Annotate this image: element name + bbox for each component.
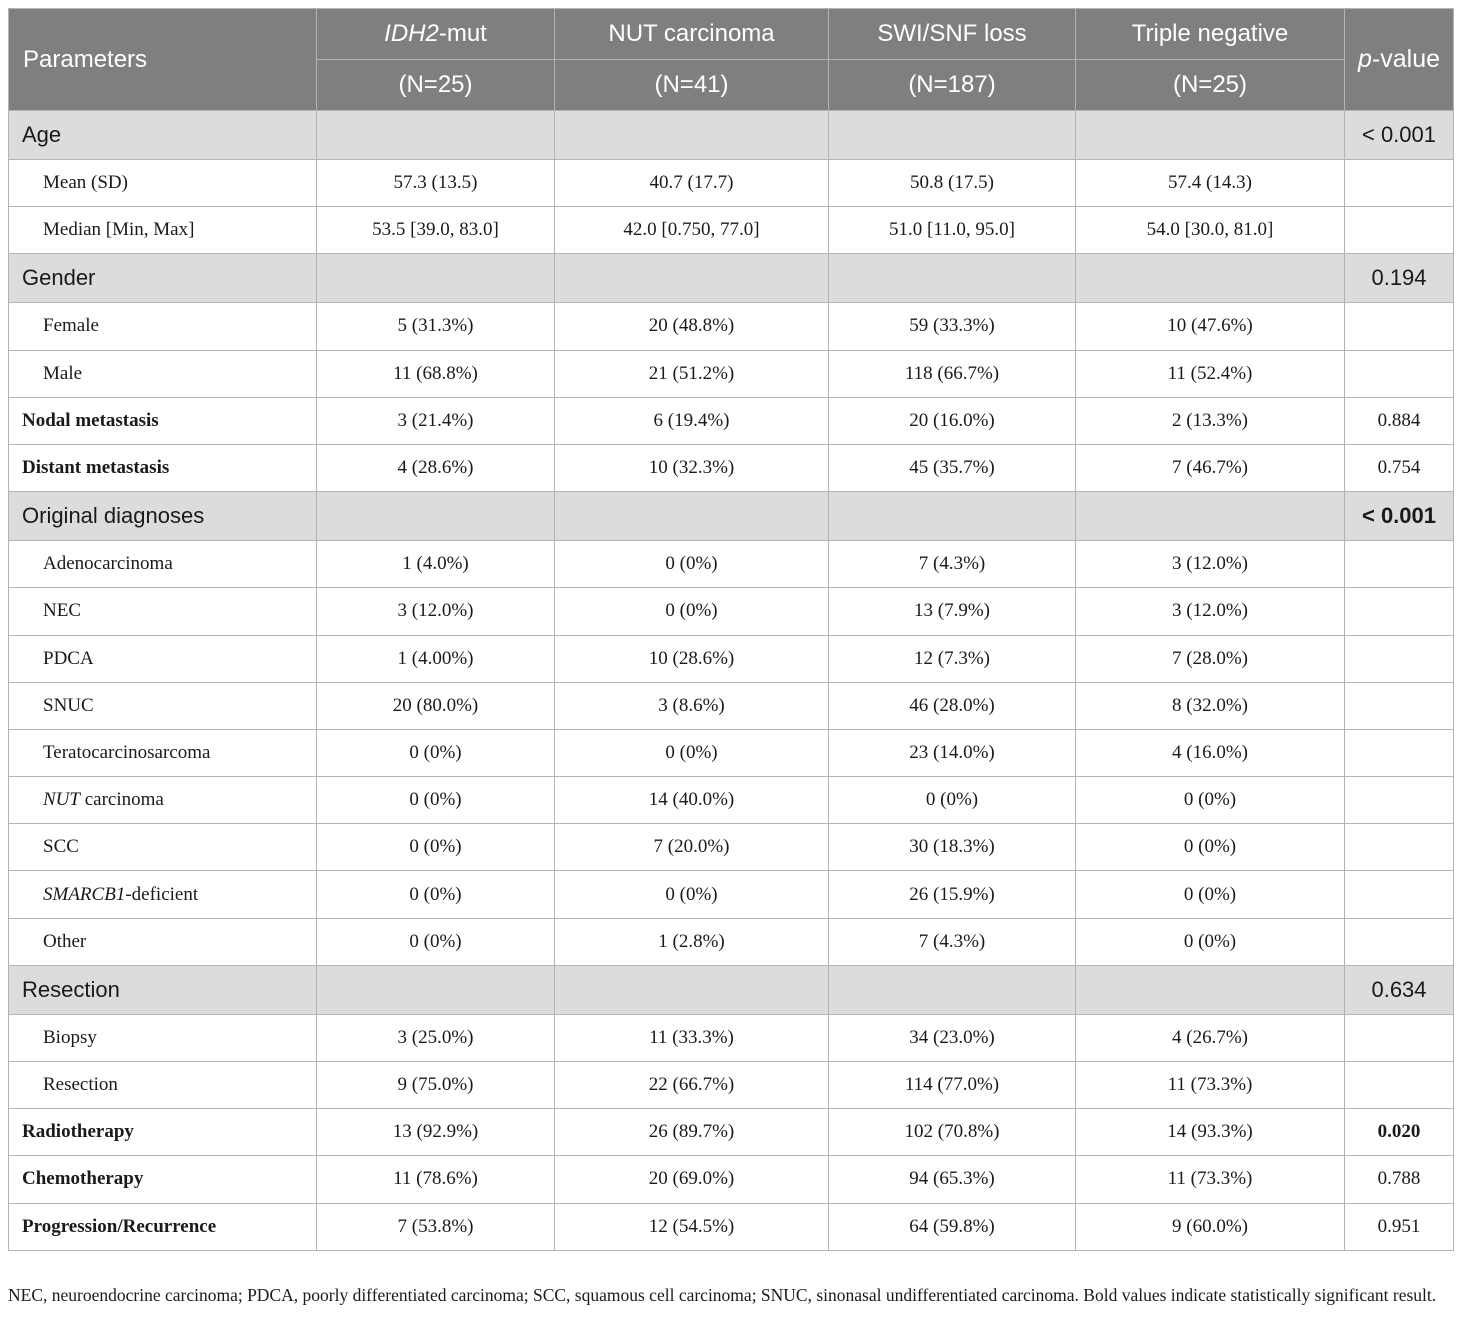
cell: 21 (51.2%) — [555, 350, 829, 397]
cell: 10 (32.3%) — [555, 444, 829, 491]
cell: 50.8 (17.5) — [829, 160, 1076, 207]
cell: 11 (52.4%) — [1076, 350, 1345, 397]
cell: 53.5 [39.0, 83.0] — [317, 207, 555, 254]
row-label: SMARCB1-deficient — [9, 871, 317, 918]
cell: 10 (47.6%) — [1076, 303, 1345, 350]
cell: 54.0 [30.0, 81.0] — [1076, 207, 1345, 254]
section-row-diagnoses — [9, 492, 1454, 541]
row-label: Adenocarcinoma — [9, 541, 317, 588]
section-row-resection — [9, 965, 1454, 1014]
cell: 102 (70.8%) — [829, 1109, 1076, 1156]
table-row — [9, 918, 1454, 965]
row-label: Nodal metastasis — [9, 397, 317, 444]
cell: 11 (68.8%) — [317, 350, 555, 397]
table-row — [9, 397, 1454, 444]
header-group-nut: NUT carcinoma — [555, 9, 829, 60]
header-n-nut: (N=41) — [555, 60, 829, 111]
row-label: NUT carcinoma — [9, 777, 317, 824]
table-row — [9, 1062, 1454, 1109]
table-row — [9, 871, 1454, 918]
cell: 0 (0%) — [829, 777, 1076, 824]
row-label: Distant metastasis — [9, 444, 317, 491]
cell: 0 (0%) — [317, 871, 555, 918]
row-label: Mean (SD) — [9, 160, 317, 207]
cell: 10 (28.6%) — [555, 635, 829, 682]
table-row — [9, 207, 1454, 254]
cell: 45 (35.7%) — [829, 444, 1076, 491]
cell: 0 (0%) — [555, 541, 829, 588]
table-row — [9, 1014, 1454, 1061]
cell: 14 (93.3%) — [1076, 1109, 1345, 1156]
table-row — [9, 303, 1454, 350]
cell: 8 (32.0%) — [1076, 682, 1345, 729]
row-label: Other — [9, 918, 317, 965]
header-group-triple: Triple negative — [1076, 9, 1345, 60]
row-label: NEC — [9, 588, 317, 635]
p-value-cell: 0.884 — [1345, 397, 1454, 444]
cell: 9 (60.0%) — [1076, 1203, 1345, 1250]
header-p-value: p-value — [1345, 9, 1454, 111]
table-row — [9, 1203, 1454, 1250]
header-n-swisnf: (N=187) — [829, 60, 1076, 111]
cell: 64 (59.8%) — [829, 1203, 1076, 1250]
cell: 3 (12.0%) — [317, 588, 555, 635]
cell: 0 (0%) — [317, 777, 555, 824]
cell: 6 (19.4%) — [555, 397, 829, 444]
cell: 59 (33.3%) — [829, 303, 1076, 350]
cell: 0 (0%) — [1076, 918, 1345, 965]
header-group-idh2: IDH2-mut — [317, 9, 555, 60]
cell: 20 (80.0%) — [317, 682, 555, 729]
row-label: Female — [9, 303, 317, 350]
cell: 0 (0%) — [317, 729, 555, 776]
cell: 1 (4.0%) — [317, 541, 555, 588]
row-label: Gender — [9, 254, 317, 303]
table-row — [9, 1156, 1454, 1203]
cell: 40.7 (17.7) — [555, 160, 829, 207]
p-value-cell: 0.020 — [1345, 1109, 1454, 1156]
cell: 0 (0%) — [555, 729, 829, 776]
p-value-cell: 0.194 — [1345, 254, 1454, 303]
cell: 11 (73.3%) — [1076, 1062, 1345, 1109]
row-label: Progression/Recurrence — [9, 1203, 317, 1250]
cell: 0 (0%) — [317, 824, 555, 871]
cell: 0 (0%) — [1076, 824, 1345, 871]
cell: 11 (78.6%) — [317, 1156, 555, 1203]
row-label: Chemotherapy — [9, 1156, 317, 1203]
row-label: SCC — [9, 824, 317, 871]
row-label: Biopsy — [9, 1014, 317, 1061]
cell: 13 (7.9%) — [829, 588, 1076, 635]
characteristics-table — [8, 8, 1454, 1251]
cell: 3 (8.6%) — [555, 682, 829, 729]
cell: 9 (75.0%) — [317, 1062, 555, 1109]
table-row — [9, 824, 1454, 871]
cell: 12 (7.3%) — [829, 635, 1076, 682]
table-row — [9, 444, 1454, 491]
cell: 51.0 [11.0, 95.0] — [829, 207, 1076, 254]
table-row — [9, 1109, 1454, 1156]
cell: 5 (31.3%) — [317, 303, 555, 350]
cell: 1 (4.00%) — [317, 635, 555, 682]
cell: 118 (66.7%) — [829, 350, 1076, 397]
table-row — [9, 729, 1454, 776]
header-parameters: Parameters — [9, 9, 317, 111]
row-label: Resection — [9, 1062, 317, 1109]
cell: 0 (0%) — [555, 871, 829, 918]
cell: 57.3 (13.5) — [317, 160, 555, 207]
cell: 2 (13.3%) — [1076, 397, 1345, 444]
cell: 20 (16.0%) — [829, 397, 1076, 444]
row-label: Radiotherapy — [9, 1109, 317, 1156]
cell: 0 (0%) — [317, 918, 555, 965]
cell: 0 (0%) — [1076, 871, 1345, 918]
cell: 7 (4.3%) — [829, 918, 1076, 965]
cell: 12 (54.5%) — [555, 1203, 829, 1250]
p-value-cell: 0.951 — [1345, 1203, 1454, 1250]
cell: 0 (0%) — [1076, 777, 1345, 824]
table-row — [9, 682, 1454, 729]
p-value-cell: < 0.001 — [1345, 111, 1454, 160]
cell: 46 (28.0%) — [829, 682, 1076, 729]
table-header — [9, 9, 1454, 111]
table-footnote: NEC, neuroendocrine carcinoma; PDCA, poorly differentiated carcinoma; SCC, squamous cell carcinoma; SNUC, sinonasal undifferentiated carcinoma. Bold values indicate statistically significant result. — [8, 1285, 1437, 1305]
header-n-idh2: (N=25) — [317, 60, 555, 111]
p-value-cell: 0.634 — [1345, 965, 1454, 1014]
cell: 11 (73.3%) — [1076, 1156, 1345, 1203]
cell: 7 (4.3%) — [829, 541, 1076, 588]
table-row — [9, 777, 1454, 824]
cell: 7 (53.8%) — [317, 1203, 555, 1250]
table-row — [9, 160, 1454, 207]
cell: 3 (25.0%) — [317, 1014, 555, 1061]
row-label: Age — [9, 111, 317, 160]
cell: 34 (23.0%) — [829, 1014, 1076, 1061]
p-value-cell: 0.788 — [1345, 1156, 1454, 1203]
p-value-cell: < 0.001 — [1345, 492, 1454, 541]
cell: 3 (12.0%) — [1076, 588, 1345, 635]
row-label: Median [Min, Max] — [9, 207, 317, 254]
cell: 20 (69.0%) — [555, 1156, 829, 1203]
cell: 3 (12.0%) — [1076, 541, 1345, 588]
cell: 114 (77.0%) — [829, 1062, 1076, 1109]
cell: 3 (21.4%) — [317, 397, 555, 444]
table-row — [9, 350, 1454, 397]
table-row — [9, 635, 1454, 682]
cell: 7 (28.0%) — [1076, 635, 1345, 682]
table-row — [9, 588, 1454, 635]
cell: 7 (20.0%) — [555, 824, 829, 871]
cell: 23 (14.0%) — [829, 729, 1076, 776]
row-label: PDCA — [9, 635, 317, 682]
row-label: Original diagnoses — [9, 492, 317, 541]
cell: 42.0 [0.750, 77.0] — [555, 207, 829, 254]
cell: 20 (48.8%) — [555, 303, 829, 350]
cell: 30 (18.3%) — [829, 824, 1076, 871]
header-n-triple: (N=25) — [1076, 60, 1345, 111]
cell: 14 (40.0%) — [555, 777, 829, 824]
cell: 26 (15.9%) — [829, 871, 1076, 918]
cell: 57.4 (14.3) — [1076, 160, 1345, 207]
cell: 11 (33.3%) — [555, 1014, 829, 1061]
row-label: SNUC — [9, 682, 317, 729]
header-group-swisnf: SWI/SNF loss — [829, 9, 1076, 60]
cell: 94 (65.3%) — [829, 1156, 1076, 1203]
p-value-cell: 0.754 — [1345, 444, 1454, 491]
cell: 4 (16.0%) — [1076, 729, 1345, 776]
table-container — [8, 8, 1453, 1251]
section-row-gender — [9, 254, 1454, 303]
cell: 7 (46.7%) — [1076, 444, 1345, 491]
row-label: Resection — [9, 965, 317, 1014]
cell: 4 (28.6%) — [317, 444, 555, 491]
row-label: Teratocarcinosarcoma — [9, 729, 317, 776]
row-label: Male — [9, 350, 317, 397]
cell: 26 (89.7%) — [555, 1109, 829, 1156]
section-row-age — [9, 111, 1454, 160]
cell: 4 (26.7%) — [1076, 1014, 1345, 1061]
cell: 1 (2.8%) — [555, 918, 829, 965]
table-row — [9, 541, 1454, 588]
cell: 22 (66.7%) — [555, 1062, 829, 1109]
cell: 0 (0%) — [555, 588, 829, 635]
cell: 13 (92.9%) — [317, 1109, 555, 1156]
